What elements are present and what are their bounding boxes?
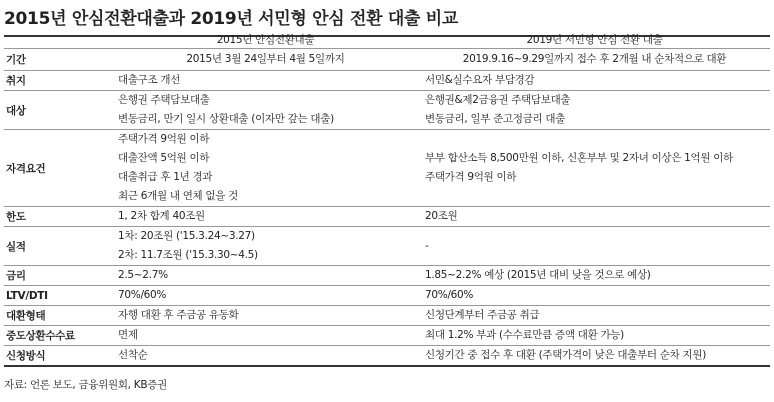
cell-2015: 대출구조 개선: [118, 74, 181, 86]
cell-2019: 은행권&제2금융권 주택담보대출 변동금리, 일부 준고정금리 대출: [425, 94, 571, 125]
cell-2015: 자행 대환 후 주금공 유동화: [118, 309, 239, 321]
row-label: 중도상환수수료: [6, 330, 75, 342]
row-label: 자격요건: [6, 162, 46, 175]
table-row-limit: [4, 207, 770, 227]
cell-2019: 70%/60%: [425, 289, 474, 301]
table-row-interest-rate: [4, 266, 770, 286]
source-note: 자료: 언론 보도, 금융위원회, KB증권: [4, 379, 167, 391]
table-row-ltv-dti: [4, 286, 770, 306]
cell-2019: 최대 1.2% 부과 (수수료만큼 증액 대환 가능): [425, 329, 624, 341]
table-row-target: [4, 91, 770, 130]
row-label: 대상: [6, 104, 26, 117]
table-row-refinance-type: [4, 306, 770, 326]
cell-2019: 1.85~2.2% 예상 (2015년 대비 낮을 것으로 예상): [425, 269, 651, 281]
cell-2019: -: [425, 239, 429, 252]
row-label: LTV/DTI: [6, 289, 48, 302]
cell-2019: 신청단계부터 주금공 취급: [425, 309, 540, 321]
cell-2015: 70%/60%: [118, 289, 167, 301]
header-2015-loan: 2015년 안심전환대출: [112, 31, 419, 49]
cell-2015: 주택가격 9억원 이하 대출잔액 5억원 이하 대출취급 후 1년 경과 최근 6개월 내 연체 없을 것: [118, 133, 238, 202]
cell-2015: 선착순: [118, 349, 148, 361]
row-label: 금리: [6, 270, 26, 282]
cell-2019: 2019.9.16~9.29일까지 접수 후 2개월 내 순차적으로 대환: [462, 53, 727, 65]
header-2019-loan: 2019년 서민형 안심 전환 대출: [419, 31, 770, 49]
table-row-eligibility: [4, 130, 770, 207]
row-label: 신청방식: [6, 350, 46, 362]
cell-2019: 서민&실수요자 부담경감: [425, 74, 535, 86]
row-label: 한도: [6, 211, 26, 223]
cell-2015: 은행권 주택담보대출 변동금리, 만기 일시 상환대출 (이자만 갚는 대출): [118, 94, 334, 125]
header-category: [4, 31, 112, 49]
cell-2019: 20조원: [425, 210, 458, 222]
cell-2015: 1, 2차 합계 40조원: [118, 210, 205, 222]
comparison-table: [4, 31, 770, 367]
table-header-row: [4, 31, 770, 49]
cell-2015: 면제: [118, 329, 138, 341]
cell-2015: 2015년 3월 24일부터 4월 5일까지: [186, 53, 345, 65]
table-row-prepayment-fee: [4, 326, 770, 346]
row-label: 대환형태: [6, 310, 46, 322]
row-label: 취지: [6, 75, 26, 87]
table-row-purpose: [4, 71, 770, 91]
cell-2015: 1차: 20조원 ('15.3.24~3.27) 2차: 11.7조원 ('15.3.30~4.5): [118, 230, 258, 261]
cell-2019: 부부 합산소득 8,500만원 이하, 신혼부부 및 2자녀 이상은 1억원 이하 주택가격 9억원 이하: [425, 152, 733, 183]
row-label: 기간: [6, 54, 26, 66]
table-row-period: [4, 49, 770, 71]
page-title: 2015년 안심전환대출과 2019년 서민형 안심 전환 대출 비교: [4, 4, 770, 37]
row-label: 실적: [6, 240, 26, 253]
cell-2019: 신청기간 중 접수 후 대환 (주택가격이 낮은 대출부터 순차 지원): [425, 349, 707, 361]
cell-2015: 2.5~2.7%: [118, 269, 168, 281]
table-row-performance: [4, 227, 770, 266]
table-row-application-method: [4, 346, 770, 367]
